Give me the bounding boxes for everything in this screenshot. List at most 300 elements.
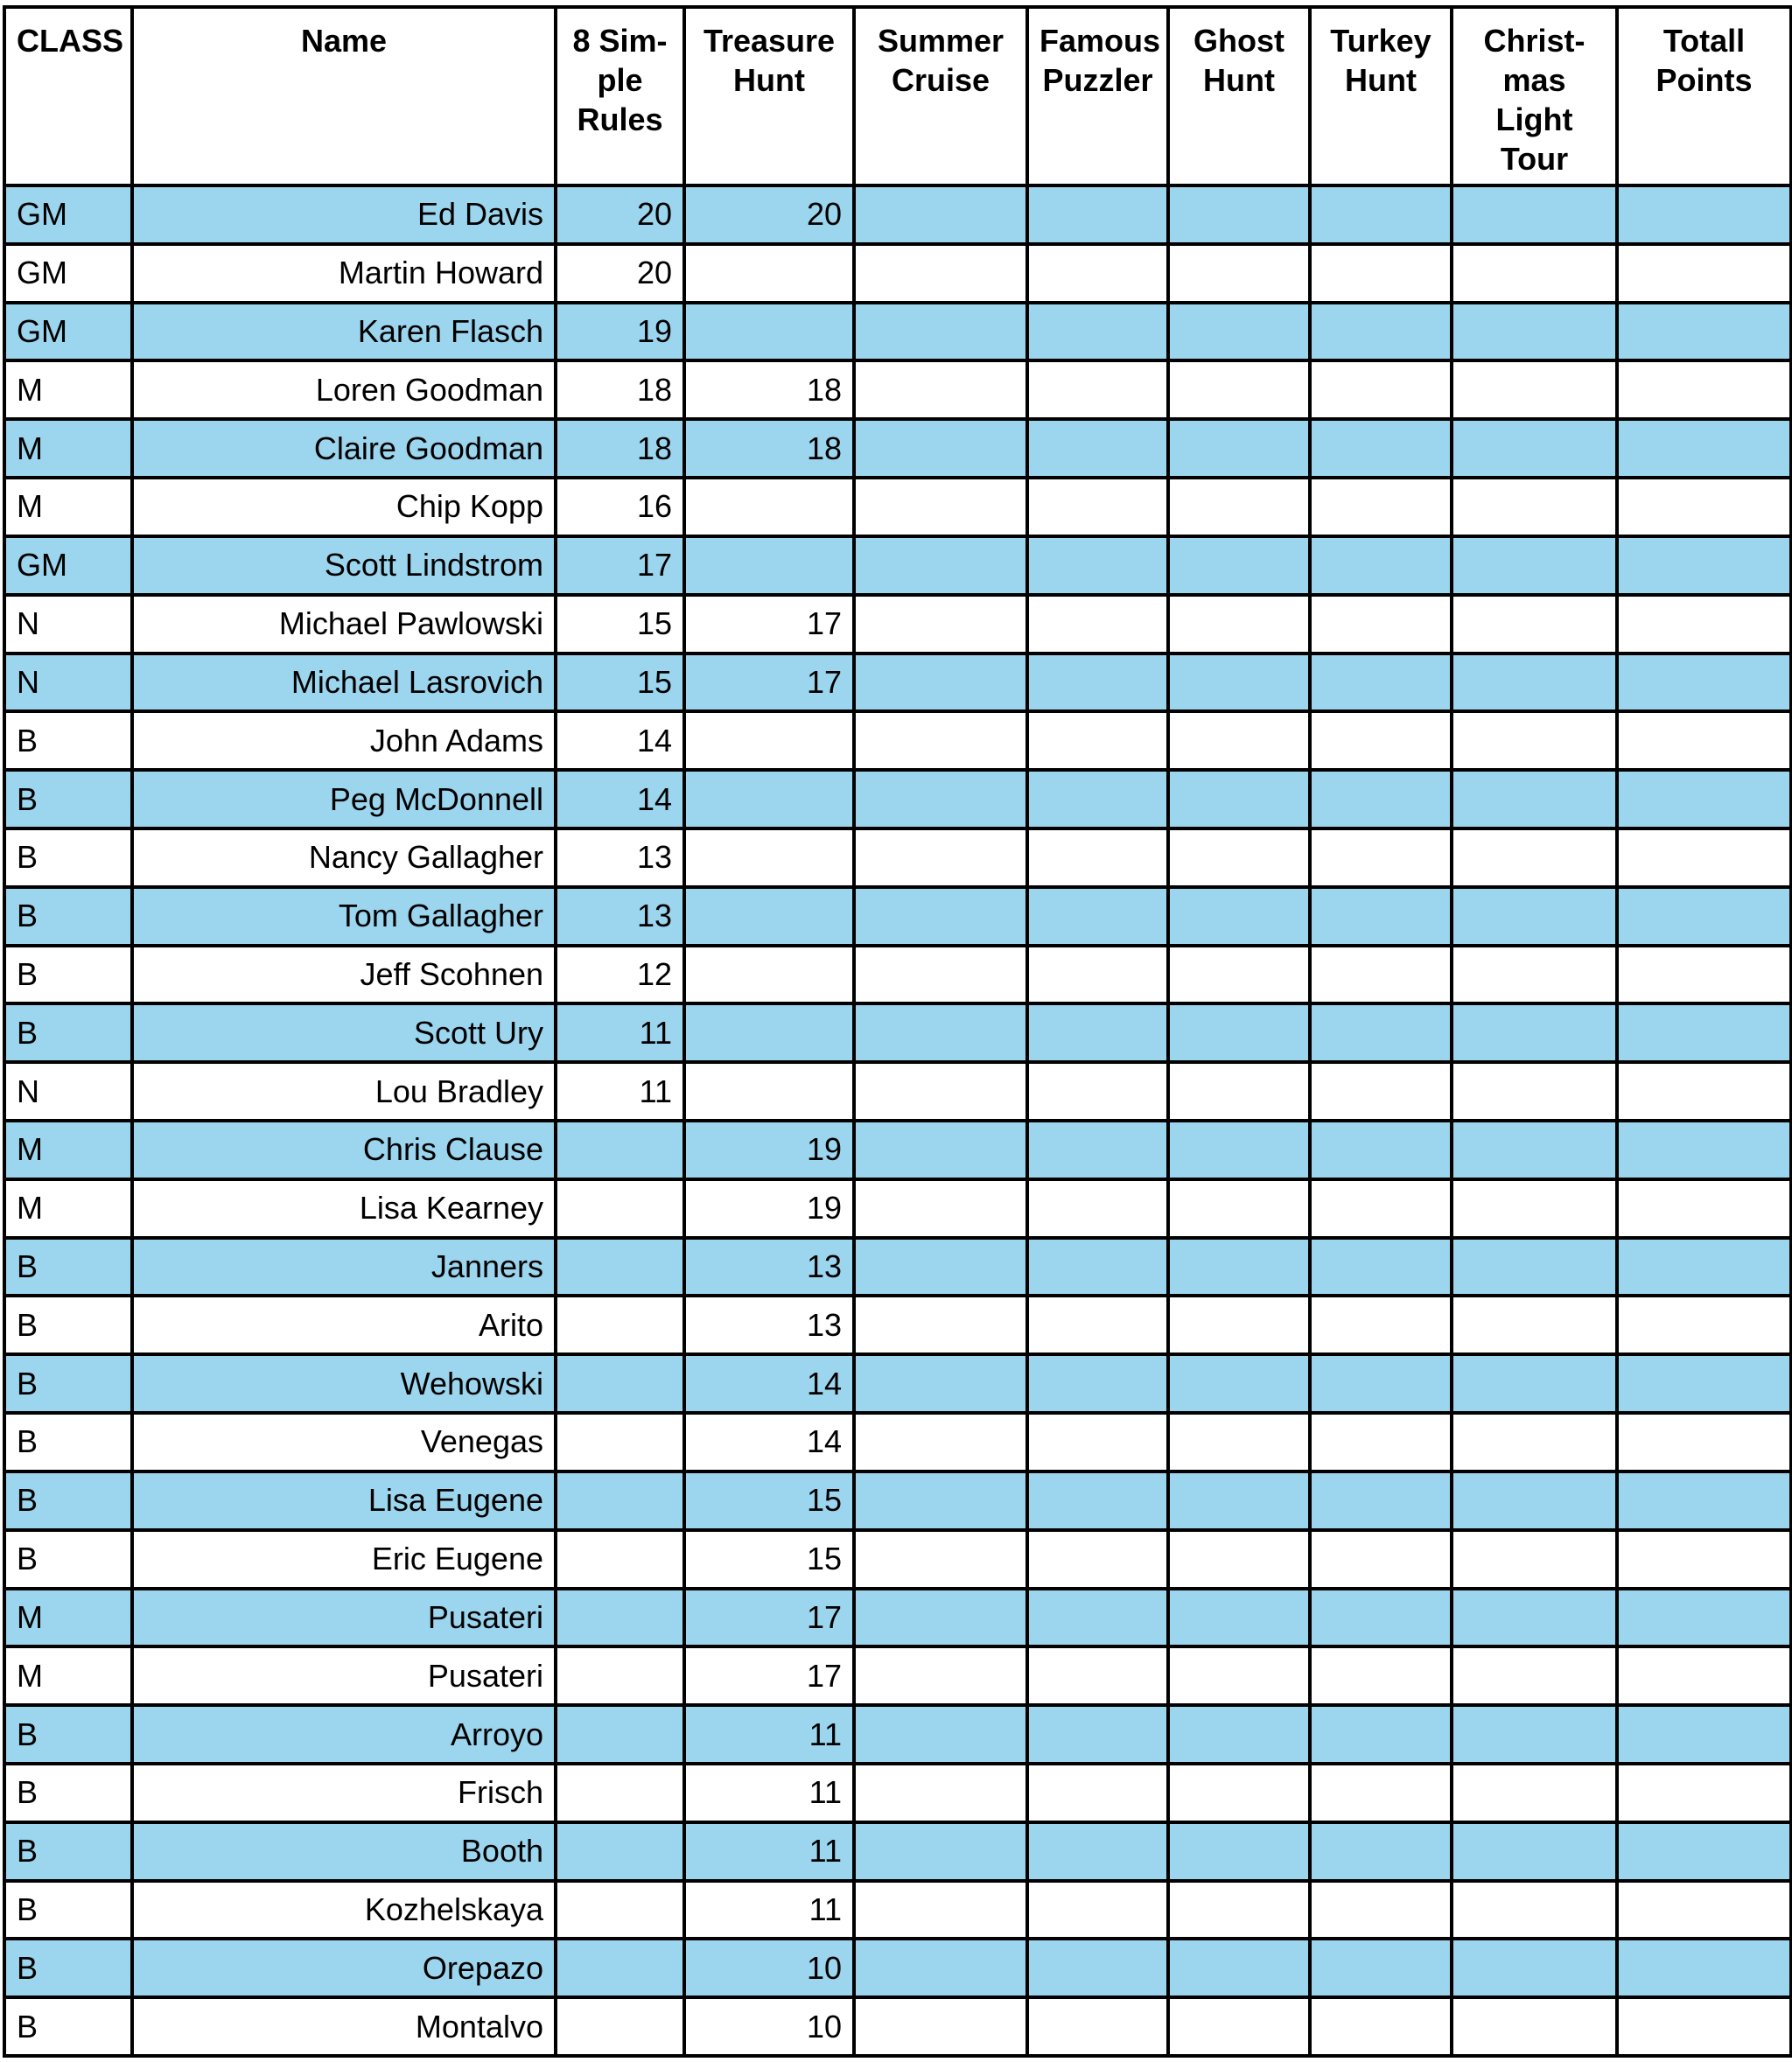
cell-treasure-hunt: 10: [684, 1997, 854, 2056]
cell-christmas-light-tour: [1452, 1939, 1617, 1997]
cell-summer-cruise: [854, 1997, 1027, 2056]
cell-treasure-hunt: [684, 828, 854, 887]
cell-simple-rules: [556, 1471, 684, 1530]
cell-total-points: [1617, 770, 1791, 828]
cell-class: N: [4, 1062, 132, 1121]
cell-name: Lisa Kearney: [132, 1179, 556, 1238]
cell-class: B: [4, 1238, 132, 1297]
cell-simple-rules: 18: [556, 419, 684, 478]
cell-ghost-hunt: [1168, 1354, 1310, 1413]
cell-ghost-hunt: [1168, 360, 1310, 419]
cell-treasure-hunt: [684, 1003, 854, 1062]
cell-famous-puzzler: [1027, 1939, 1168, 1997]
cell-treasure-hunt: 14: [684, 1413, 854, 1471]
column-header-total-points: [1617, 7, 1791, 185]
cell-turkey-hunt: [1310, 1881, 1452, 1940]
cell-turkey-hunt: [1310, 1705, 1452, 1764]
cell-ghost-hunt: [1168, 1646, 1310, 1705]
cell-name: Frisch: [132, 1764, 556, 1822]
column-header-line: Rules: [577, 101, 663, 137]
cell-christmas-light-tour: [1452, 303, 1617, 361]
cell-treasure-hunt: 15: [684, 1530, 854, 1589]
cell-simple-rules: [556, 1589, 684, 1647]
cell-class: B: [4, 770, 132, 828]
cell-ghost-hunt: [1168, 1589, 1310, 1647]
cell-turkey-hunt: [1310, 1939, 1452, 1997]
cell-summer-cruise: [854, 1121, 1027, 1179]
cell-treasure-hunt: 15: [684, 1471, 854, 1530]
cell-simple-rules: [556, 1238, 684, 1297]
cell-ghost-hunt: [1168, 244, 1310, 303]
cell-famous-puzzler: [1027, 1354, 1168, 1413]
cell-summer-cruise: [854, 1003, 1027, 1062]
cell-turkey-hunt: [1310, 711, 1452, 770]
cell-famous-puzzler: [1027, 595, 1168, 654]
table-row: [4, 1121, 1791, 1179]
cell-class: B: [4, 1822, 132, 1881]
cell-ghost-hunt: [1168, 1705, 1310, 1764]
table-row: [4, 244, 1791, 303]
cell-famous-puzzler: [1027, 1296, 1168, 1354]
cell-famous-puzzler: [1027, 1062, 1168, 1121]
cell-turkey-hunt: [1310, 887, 1452, 946]
cell-class: B: [4, 1296, 132, 1354]
column-header-line: Tour: [1500, 141, 1569, 177]
table-row: [4, 1471, 1791, 1530]
cell-christmas-light-tour: [1452, 1881, 1617, 1940]
table-row: [4, 185, 1791, 244]
cell-total-points: [1617, 419, 1791, 478]
column-header-line: Famous: [1040, 23, 1161, 59]
cell-class: M: [4, 1589, 132, 1647]
cell-total-points: [1617, 478, 1791, 536]
cell-summer-cruise: [854, 1179, 1027, 1238]
cell-treasure-hunt: 18: [684, 419, 854, 478]
cell-total-points: [1617, 1764, 1791, 1822]
cell-famous-puzzler: [1027, 887, 1168, 946]
cell-ghost-hunt: [1168, 1881, 1310, 1940]
cell-christmas-light-tour: [1452, 1003, 1617, 1062]
cell-treasure-hunt: [684, 1062, 854, 1121]
cell-name: Chris Clause: [132, 1121, 556, 1179]
cell-treasure-hunt: [684, 887, 854, 946]
column-header-line: CLASS: [17, 23, 124, 59]
cell-famous-puzzler: [1027, 1589, 1168, 1647]
table-body: [4, 185, 1791, 2056]
cell-christmas-light-tour: [1452, 1530, 1617, 1589]
cell-total-points: [1617, 1238, 1791, 1297]
cell-name: Jeff Scohnen: [132, 946, 556, 1004]
cell-summer-cruise: [854, 419, 1027, 478]
cell-name: Michael Pawlowski: [132, 595, 556, 654]
cell-turkey-hunt: [1310, 303, 1452, 361]
cell-summer-cruise: [854, 1705, 1027, 1764]
cell-total-points: [1617, 1296, 1791, 1354]
cell-class: M: [4, 1121, 132, 1179]
column-header-line: Name: [300, 23, 388, 59]
cell-class: B: [4, 1354, 132, 1413]
cell-simple-rules: 20: [556, 185, 684, 244]
cell-treasure-hunt: [684, 711, 854, 770]
cell-treasure-hunt: 11: [684, 1822, 854, 1881]
cell-turkey-hunt: [1310, 1530, 1452, 1589]
cell-christmas-light-tour: [1452, 887, 1617, 946]
column-header-ghost-hunt: [1168, 7, 1310, 185]
cell-class: B: [4, 1413, 132, 1471]
cell-treasure-hunt: [684, 536, 854, 595]
cell-summer-cruise: [854, 1471, 1027, 1530]
column-header-line: ple: [597, 62, 643, 98]
cell-class: B: [4, 887, 132, 946]
cell-famous-puzzler: [1027, 770, 1168, 828]
table-row: [4, 419, 1791, 478]
cell-famous-puzzler: [1027, 1646, 1168, 1705]
cell-summer-cruise: [854, 1764, 1027, 1822]
cell-class: GM: [4, 185, 132, 244]
cell-total-points: [1617, 360, 1791, 419]
cell-summer-cruise: [854, 654, 1027, 712]
cell-ghost-hunt: [1168, 185, 1310, 244]
table-row: [4, 1530, 1791, 1589]
cell-turkey-hunt: [1310, 536, 1452, 595]
column-header-line: Turkey: [1330, 23, 1432, 59]
column-header-line: Hunt: [1345, 62, 1417, 98]
cell-ghost-hunt: [1168, 654, 1310, 712]
cell-christmas-light-tour: [1452, 1296, 1617, 1354]
cell-name: John Adams: [132, 711, 556, 770]
cell-treasure-hunt: 10: [684, 1939, 854, 1997]
cell-total-points: [1617, 1646, 1791, 1705]
cell-christmas-light-tour: [1452, 419, 1617, 478]
cell-turkey-hunt: [1310, 185, 1452, 244]
cell-class: B: [4, 1939, 132, 1997]
cell-total-points: [1617, 1179, 1791, 1238]
column-header-line: Ghost: [1194, 23, 1284, 59]
cell-famous-puzzler: [1027, 185, 1168, 244]
cell-summer-cruise: [854, 1238, 1027, 1297]
cell-name: Wehowski: [132, 1354, 556, 1413]
cell-turkey-hunt: [1310, 1997, 1452, 2056]
cell-christmas-light-tour: [1452, 1121, 1617, 1179]
cell-famous-puzzler: [1027, 654, 1168, 712]
column-header-christmas-light-tour: [1452, 7, 1617, 185]
cell-simple-rules: 12: [556, 946, 684, 1004]
cell-simple-rules: 17: [556, 536, 684, 595]
cell-treasure-hunt: 14: [684, 1354, 854, 1413]
cell-simple-rules: 14: [556, 711, 684, 770]
cell-total-points: [1617, 185, 1791, 244]
cell-ghost-hunt: [1168, 1003, 1310, 1062]
cell-famous-puzzler: [1027, 1121, 1168, 1179]
cell-summer-cruise: [854, 1939, 1027, 1997]
column-header-simple-rules: [556, 7, 684, 185]
cell-class: M: [4, 419, 132, 478]
cell-christmas-light-tour: [1452, 360, 1617, 419]
cell-summer-cruise: [854, 711, 1027, 770]
cell-total-points: [1617, 303, 1791, 361]
cell-ghost-hunt: [1168, 1764, 1310, 1822]
cell-turkey-hunt: [1310, 1296, 1452, 1354]
column-header-line: Christ-: [1483, 23, 1586, 59]
cell-turkey-hunt: [1310, 1003, 1452, 1062]
cell-famous-puzzler: [1027, 1997, 1168, 2056]
cell-famous-puzzler: [1027, 1003, 1168, 1062]
cell-famous-puzzler: [1027, 828, 1168, 887]
cell-name: Scott Ury: [132, 1003, 556, 1062]
cell-total-points: [1617, 244, 1791, 303]
cell-class: B: [4, 1997, 132, 2056]
cell-treasure-hunt: 11: [684, 1881, 854, 1940]
cell-ghost-hunt: [1168, 1179, 1310, 1238]
cell-ghost-hunt: [1168, 1413, 1310, 1471]
cell-summer-cruise: [854, 828, 1027, 887]
cell-christmas-light-tour: [1452, 1822, 1617, 1881]
cell-treasure-hunt: 18: [684, 360, 854, 419]
cell-turkey-hunt: [1310, 1764, 1452, 1822]
cell-simple-rules: 11: [556, 1003, 684, 1062]
cell-famous-puzzler: [1027, 1881, 1168, 1940]
cell-simple-rules: 11: [556, 1062, 684, 1121]
table-row: [4, 1413, 1791, 1471]
cell-simple-rules: [556, 1881, 684, 1940]
cell-turkey-hunt: [1310, 244, 1452, 303]
cell-simple-rules: [556, 1997, 684, 2056]
cell-name: Orepazo: [132, 1939, 556, 1997]
cell-name: Eric Eugene: [132, 1530, 556, 1589]
cell-total-points: [1617, 1471, 1791, 1530]
cell-simple-rules: [556, 1705, 684, 1764]
table-row: [4, 770, 1791, 828]
cell-turkey-hunt: [1310, 946, 1452, 1004]
cell-famous-puzzler: [1027, 1179, 1168, 1238]
cell-christmas-light-tour: [1452, 1238, 1617, 1297]
cell-turkey-hunt: [1310, 419, 1452, 478]
cell-summer-cruise: [854, 360, 1027, 419]
table-row: [4, 1764, 1791, 1822]
cell-ghost-hunt: [1168, 1822, 1310, 1881]
cell-name: Booth: [132, 1822, 556, 1881]
cell-total-points: [1617, 1062, 1791, 1121]
cell-total-points: [1617, 595, 1791, 654]
cell-summer-cruise: [854, 1062, 1027, 1121]
cell-name: Martin Howard: [132, 244, 556, 303]
cell-christmas-light-tour: [1452, 1179, 1617, 1238]
cell-name: Pusateri: [132, 1646, 556, 1705]
cell-name: Karen Flasch: [132, 303, 556, 361]
cell-class: N: [4, 595, 132, 654]
cell-name: Kozhelskaya: [132, 1881, 556, 1940]
cell-summer-cruise: [854, 1354, 1027, 1413]
cell-ghost-hunt: [1168, 303, 1310, 361]
cell-summer-cruise: [854, 1822, 1027, 1881]
cell-christmas-light-tour: [1452, 770, 1617, 828]
cell-summer-cruise: [854, 185, 1027, 244]
cell-christmas-light-tour: [1452, 536, 1617, 595]
cell-turkey-hunt: [1310, 1354, 1452, 1413]
table-row: [4, 1705, 1791, 1764]
table-row: [4, 1939, 1791, 1997]
column-header-line: Cruise: [891, 62, 990, 98]
cell-class: GM: [4, 303, 132, 361]
cell-summer-cruise: [854, 303, 1027, 361]
cell-simple-rules: [556, 1646, 684, 1705]
cell-turkey-hunt: [1310, 1471, 1452, 1530]
cell-turkey-hunt: [1310, 1589, 1452, 1647]
cell-total-points: [1617, 1121, 1791, 1179]
cell-christmas-light-tour: [1452, 1997, 1617, 2056]
scores-table: [3, 5, 1792, 2058]
cell-ghost-hunt: [1168, 946, 1310, 1004]
cell-name: Peg McDonnell: [132, 770, 556, 828]
cell-treasure-hunt: 17: [684, 595, 854, 654]
cell-class: GM: [4, 536, 132, 595]
cell-turkey-hunt: [1310, 1179, 1452, 1238]
column-header-class: [4, 7, 132, 185]
table-row: [4, 887, 1791, 946]
cell-class: B: [4, 711, 132, 770]
cell-simple-rules: 15: [556, 654, 684, 712]
table-row: [4, 1238, 1791, 1297]
cell-summer-cruise: [854, 1296, 1027, 1354]
cell-name: Claire Goodman: [132, 419, 556, 478]
cell-name: Venegas: [132, 1413, 556, 1471]
cell-summer-cruise: [854, 595, 1027, 654]
cell-ghost-hunt: [1168, 1238, 1310, 1297]
cell-treasure-hunt: 11: [684, 1705, 854, 1764]
cell-class: B: [4, 1705, 132, 1764]
cell-christmas-light-tour: [1452, 654, 1617, 712]
cell-class: B: [4, 1471, 132, 1530]
cell-name: Michael Lasrovich: [132, 654, 556, 712]
table-row: [4, 360, 1791, 419]
column-header-line: Summer: [877, 23, 1004, 59]
cell-simple-rules: 19: [556, 303, 684, 361]
cell-total-points: [1617, 946, 1791, 1004]
column-header-line: Points: [1656, 62, 1753, 98]
cell-treasure-hunt: 17: [684, 1589, 854, 1647]
cell-famous-puzzler: [1027, 1471, 1168, 1530]
cell-turkey-hunt: [1310, 1238, 1452, 1297]
cell-turkey-hunt: [1310, 1062, 1452, 1121]
table-row: [4, 946, 1791, 1004]
cell-name: Montalvo: [132, 1997, 556, 2056]
cell-famous-puzzler: [1027, 536, 1168, 595]
cell-class: GM: [4, 244, 132, 303]
cell-christmas-light-tour: [1452, 711, 1617, 770]
cell-class: B: [4, 1881, 132, 1940]
cell-christmas-light-tour: [1452, 1646, 1617, 1705]
cell-treasure-hunt: [684, 303, 854, 361]
cell-christmas-light-tour: [1452, 1764, 1617, 1822]
cell-ghost-hunt: [1168, 1121, 1310, 1179]
table-row: [4, 1822, 1791, 1881]
cell-name: Lisa Eugene: [132, 1471, 556, 1530]
cell-class: M: [4, 1179, 132, 1238]
column-header-line: Hunt: [733, 62, 805, 98]
cell-total-points: [1617, 1939, 1791, 1997]
table-row: [4, 478, 1791, 536]
cell-famous-puzzler: [1027, 1705, 1168, 1764]
cell-christmas-light-tour: [1452, 1471, 1617, 1530]
cell-christmas-light-tour: [1452, 1705, 1617, 1764]
cell-class: B: [4, 828, 132, 887]
cell-famous-puzzler: [1027, 946, 1168, 1004]
table-row: [4, 711, 1791, 770]
cell-total-points: [1617, 1413, 1791, 1471]
cell-class: B: [4, 1764, 132, 1822]
cell-christmas-light-tour: [1452, 1354, 1617, 1413]
cell-famous-puzzler: [1027, 419, 1168, 478]
cell-name: Arroyo: [132, 1705, 556, 1764]
cell-simple-rules: [556, 1179, 684, 1238]
header-row: [4, 7, 1791, 185]
table-row: [4, 1646, 1791, 1705]
cell-ghost-hunt: [1168, 1530, 1310, 1589]
column-header-famous-puzzler: [1027, 7, 1168, 185]
cell-summer-cruise: [854, 1413, 1027, 1471]
cell-summer-cruise: [854, 1881, 1027, 1940]
cell-treasure-hunt: [684, 946, 854, 1004]
cell-simple-rules: [556, 1354, 684, 1413]
cell-class: M: [4, 1646, 132, 1705]
cell-ghost-hunt: [1168, 478, 1310, 536]
cell-name: Ed Davis: [132, 185, 556, 244]
cell-simple-rules: [556, 1413, 684, 1471]
cell-simple-rules: [556, 1296, 684, 1354]
column-header-line: Totall: [1662, 23, 1746, 59]
cell-famous-puzzler: [1027, 1238, 1168, 1297]
cell-turkey-hunt: [1310, 770, 1452, 828]
cell-christmas-light-tour: [1452, 1413, 1617, 1471]
cell-total-points: [1617, 1997, 1791, 2056]
cell-simple-rules: 20: [556, 244, 684, 303]
cell-ghost-hunt: [1168, 1296, 1310, 1354]
cell-treasure-hunt: 13: [684, 1296, 854, 1354]
cell-name: Scott Lindstrom: [132, 536, 556, 595]
cell-summer-cruise: [854, 244, 1027, 303]
cell-turkey-hunt: [1310, 1822, 1452, 1881]
cell-simple-rules: 16: [556, 478, 684, 536]
cell-simple-rules: 18: [556, 360, 684, 419]
cell-class: M: [4, 360, 132, 419]
cell-treasure-hunt: 19: [684, 1179, 854, 1238]
cell-class: B: [4, 946, 132, 1004]
cell-christmas-light-tour: [1452, 478, 1617, 536]
cell-famous-puzzler: [1027, 1764, 1168, 1822]
cell-total-points: [1617, 711, 1791, 770]
cell-simple-rules: 14: [556, 770, 684, 828]
table-row: [4, 595, 1791, 654]
cell-turkey-hunt: [1310, 595, 1452, 654]
cell-total-points: [1617, 1705, 1791, 1764]
cell-total-points: [1617, 1822, 1791, 1881]
table-row: [4, 1003, 1791, 1062]
cell-famous-puzzler: [1027, 303, 1168, 361]
table-row: [4, 303, 1791, 361]
cell-class: M: [4, 478, 132, 536]
cell-summer-cruise: [854, 946, 1027, 1004]
cell-treasure-hunt: 13: [684, 1238, 854, 1297]
cell-ghost-hunt: [1168, 536, 1310, 595]
cell-simple-rules: [556, 1530, 684, 1589]
cell-christmas-light-tour: [1452, 1589, 1617, 1647]
cell-ghost-hunt: [1168, 770, 1310, 828]
cell-turkey-hunt: [1310, 828, 1452, 887]
cell-name: Tom Gallagher: [132, 887, 556, 946]
cell-christmas-light-tour: [1452, 595, 1617, 654]
cell-famous-puzzler: [1027, 244, 1168, 303]
cell-famous-puzzler: [1027, 1413, 1168, 1471]
